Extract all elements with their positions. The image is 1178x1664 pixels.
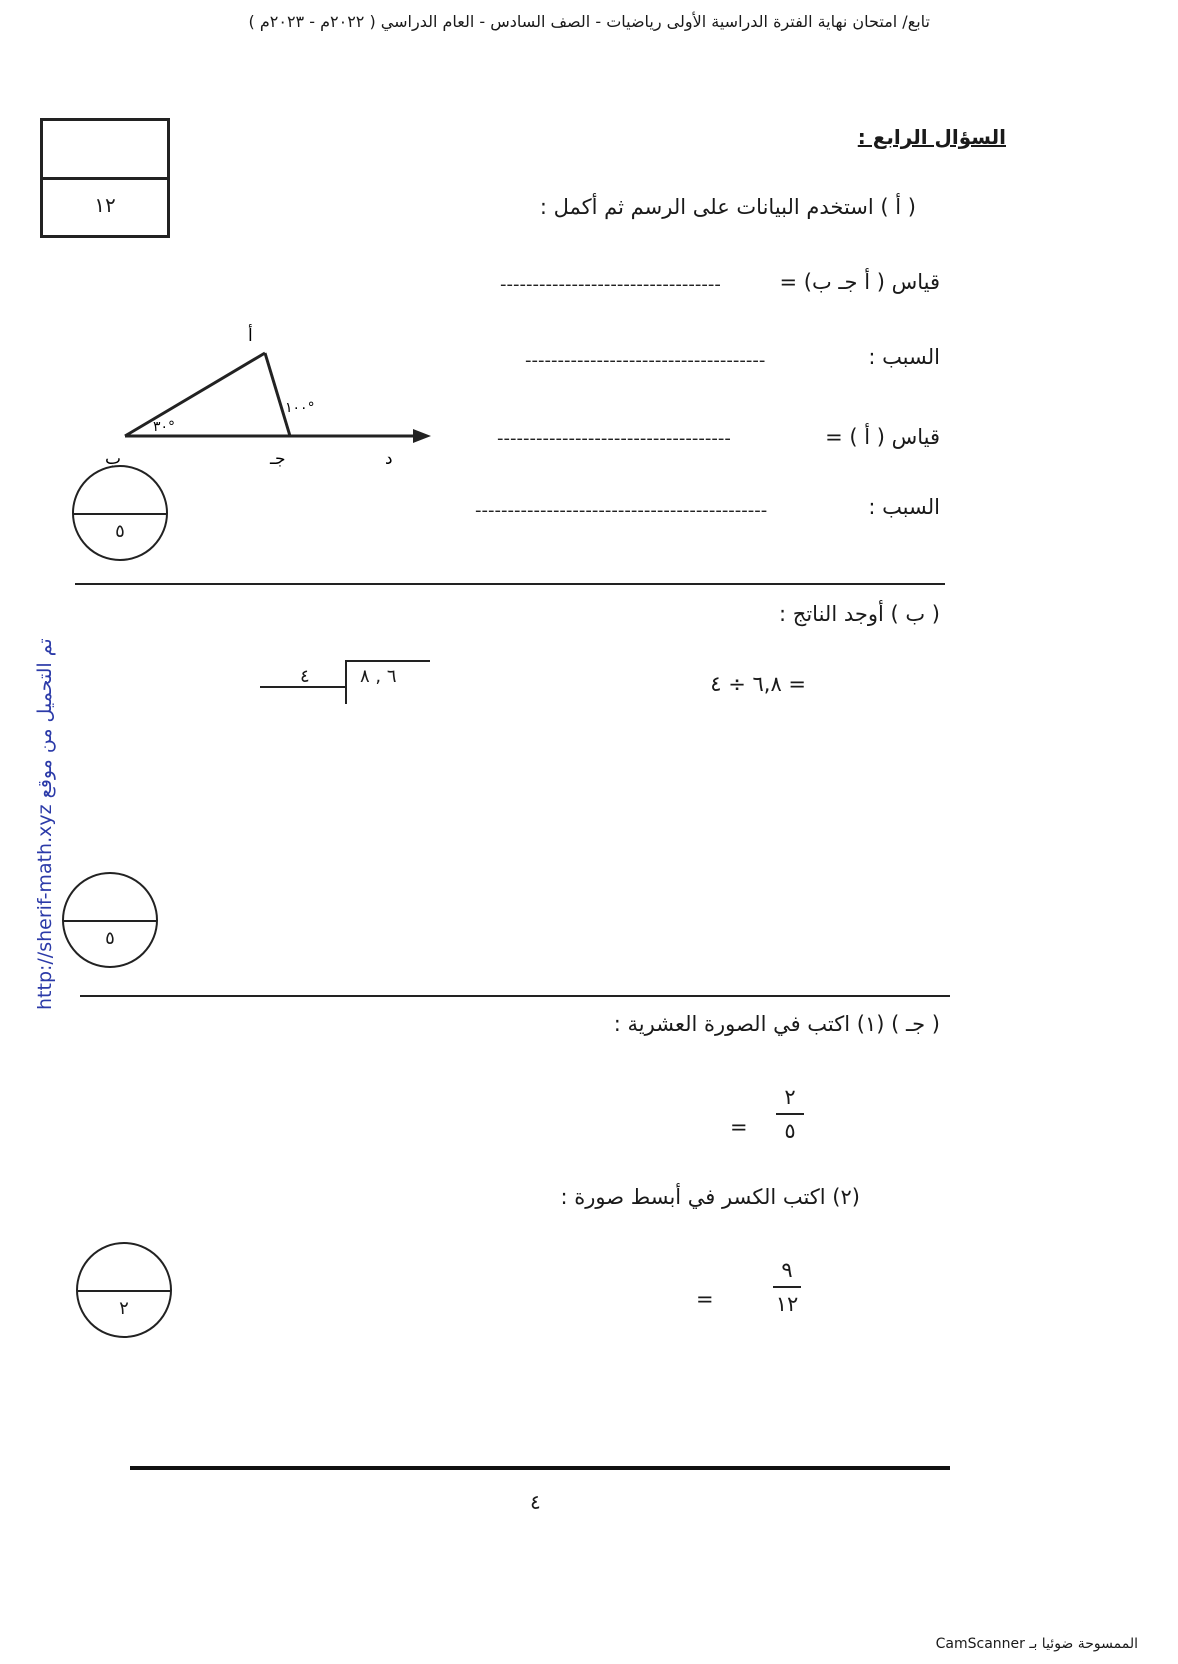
reason1-blank[interactable]: ------------------------------------- — [525, 350, 766, 371]
equals-sign-2: = — [696, 1287, 714, 1311]
reason1-label: السبب : — [868, 345, 940, 369]
section-divider-a — [75, 583, 945, 585]
fraction-2-5-numerator: ٢ — [784, 1085, 796, 1109]
division-bracket-vertical — [345, 660, 347, 704]
ray-arrowhead — [413, 429, 431, 443]
part-b-score-circle — [62, 872, 158, 968]
vertex-b-label: ب — [105, 449, 122, 468]
circle-divider — [64, 920, 156, 922]
division-expression: ٦,٨ ÷ ٤ = — [710, 672, 806, 696]
side-download-link[interactable]: http://sherif-math.xyz تم التحميل من موقع — [34, 638, 56, 1010]
part-a-score-circle — [72, 465, 168, 561]
circle-divider — [74, 513, 166, 515]
part-b-score: ٥ — [105, 928, 115, 949]
equals-sign-1: = — [730, 1115, 748, 1139]
page-number: ٤ — [530, 1490, 541, 1514]
angle-acb-label: قياس ( أ جـ ب) = — [779, 270, 940, 294]
bottom-rule — [130, 1466, 950, 1470]
reason2-label: السبب : — [868, 495, 940, 519]
angle-acb-blank[interactable]: ---------------------------------- — [500, 274, 721, 295]
part-b-instruction: ( ب ) أوجد الناتج : — [779, 602, 940, 626]
fraction-2-5-denominator: ٥ — [784, 1119, 796, 1143]
vertex-a-label: أ — [248, 326, 253, 346]
exam-header: تابع/ امتحان نهاية الفترة الدراسية الأولى رياضيات - الصف السادس - العام الدراسي ( ٢٠٢٢م - ٢٠٢٣م ) — [248, 12, 930, 31]
part-c-score-circle — [76, 1242, 172, 1338]
fraction-9-12-bar — [773, 1286, 801, 1288]
part-c-instruction-1: ( جـ ) (١) اكتب في الصورة العشرية : — [613, 1012, 940, 1036]
side-ba — [125, 353, 265, 436]
vertex-c-label: جـ — [270, 449, 286, 468]
total-score-box — [40, 118, 170, 238]
angle-b-label: ٣٠° — [153, 419, 176, 435]
section-divider-b — [80, 995, 950, 997]
score-box-divider — [43, 177, 167, 180]
part-a-instruction: ( أ ) استخدم البيانات على الرسم ثم أكمل : — [539, 195, 916, 219]
fraction-9-12 — [765, 1258, 809, 1316]
part-c-instruction-2: (٢) اكتب الكسر في أبسط صورة : — [560, 1185, 860, 1209]
question-title: السؤال الرابع : — [857, 125, 1006, 149]
division-bracket-top — [345, 660, 430, 662]
part-a-score: ٥ — [115, 521, 125, 542]
fraction-9-12-denominator: ١٢ — [775, 1292, 799, 1316]
angle-a-label: قياس ( أ ) = — [825, 425, 940, 449]
side-ac — [265, 353, 290, 436]
long-division — [260, 660, 430, 706]
fraction-2-5-bar — [776, 1113, 804, 1115]
triangle-diagram — [95, 318, 455, 468]
vertex-d-label: د — [385, 449, 393, 468]
fraction-2-5 — [770, 1085, 810, 1143]
part-c-score: ٢ — [119, 1298, 129, 1319]
angle-a-blank[interactable]: ------------------------------------ — [497, 428, 731, 449]
dividend: ٦ , ٨ — [360, 666, 397, 687]
total-score-value: ١٢ — [94, 193, 116, 217]
fraction-9-12-numerator: ٩ — [781, 1258, 793, 1282]
angle-ext-label: ١٠٠° — [285, 400, 315, 416]
reason2-blank[interactable]: --------------------------------------------- — [475, 500, 768, 521]
circle-divider — [78, 1290, 170, 1292]
divisor: ٤ — [300, 666, 310, 687]
camscanner-note: الممسوحة ضوئيا بـ CamScanner — [935, 1636, 1138, 1652]
